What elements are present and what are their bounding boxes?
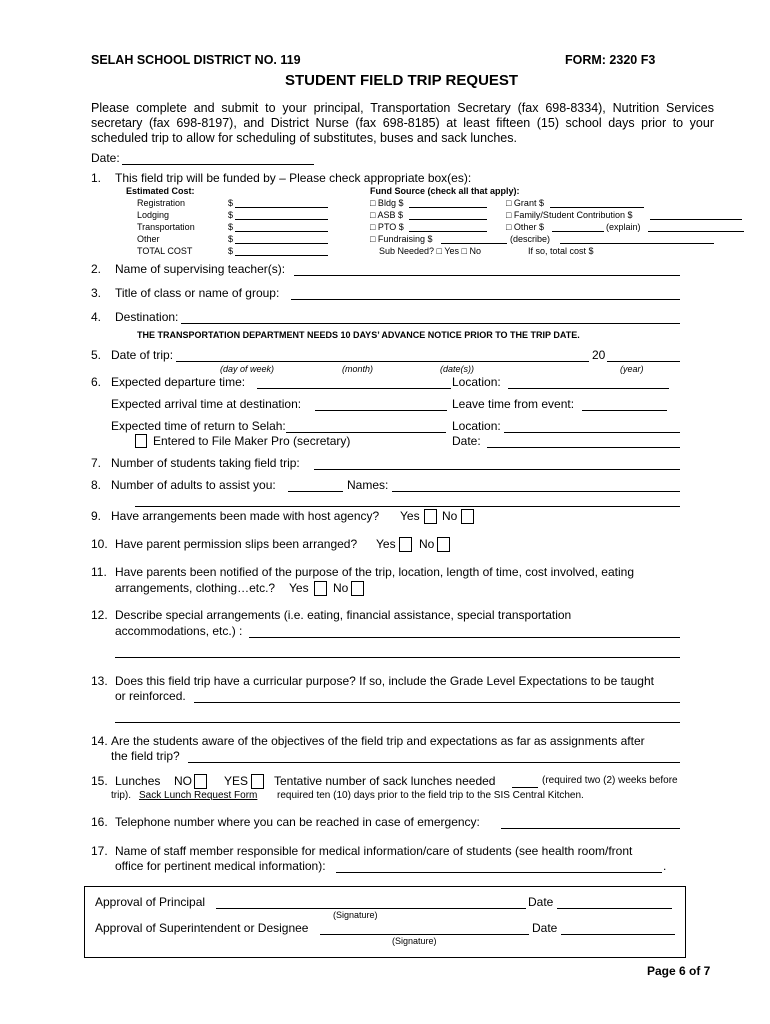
trip-date-field[interactable]: [176, 361, 589, 362]
q15-line2a: trip).: [111, 790, 131, 801]
day-of-week-caption: (day of week): [220, 364, 275, 374]
q12-line1: Describe special arrangements (i.e. eating, financial assistance, special transportation: [115, 608, 572, 622]
q7-number: 7.: [91, 456, 102, 470]
fund-source-title: Fund Source (check all that apply):: [370, 186, 520, 196]
superintendent-signature-field[interactable]: [320, 934, 529, 935]
superintendent-date-label: Date: [532, 921, 558, 935]
lunches-label: Lunches: [115, 774, 161, 788]
fund-asb[interactable]: □ ASB $: [370, 210, 403, 220]
q17-line1: Name of staff member responsible for medical information/care of students (see health room/front: [115, 844, 633, 858]
other-cost-field[interactable]: [235, 243, 328, 244]
curricular-purpose-field[interactable]: [194, 702, 680, 703]
lunches-yes-label: YES: [224, 774, 249, 788]
page-title: STUDENT FIELD TRIP REQUEST: [285, 72, 519, 89]
q14-number: 14.: [91, 734, 108, 748]
fundraising-amount-field[interactable]: [441, 243, 507, 244]
other-amount-field[interactable]: [552, 231, 604, 232]
q14-line1: Are the students aware of the objectives of the field trip and expectations as far as assignments after: [111, 734, 645, 748]
q10-no-label: No: [419, 537, 435, 551]
student-count-field[interactable]: [314, 469, 680, 470]
filemaker-date-field[interactable]: [487, 447, 680, 448]
q15-line2b: required ten (10) days prior to the field trip to the SIS Central Kitchen.: [277, 790, 584, 801]
pto-amount-field[interactable]: [409, 231, 487, 232]
describe-field[interactable]: [560, 243, 714, 244]
family-amount-field[interactable]: [650, 219, 742, 220]
q16-number: 16.: [91, 815, 108, 829]
q17-line2: office for pertinent medical information):: [115, 859, 326, 873]
q3-number: 3.: [91, 286, 102, 300]
date-field[interactable]: [122, 164, 314, 165]
q13-number: 13.: [91, 674, 108, 688]
q5-number: 5.: [91, 348, 102, 362]
q11-number: 11.: [91, 565, 107, 579]
arrival-time-field[interactable]: [315, 410, 447, 411]
total-cost-field[interactable]: [235, 255, 328, 256]
superintendent-approval-label: Approval of Superintendent or Designee: [95, 921, 309, 935]
year-field[interactable]: [607, 361, 680, 362]
q17-period: .: [663, 859, 667, 873]
return-time-field[interactable]: [286, 432, 446, 433]
registration-cost-field[interactable]: [235, 207, 328, 208]
return-label: Expected time of return to Selah:: [111, 419, 286, 433]
special-arrangements-field[interactable]: [249, 637, 680, 638]
q15-number: 15.: [91, 774, 108, 788]
superintendent-signature-caption: (Signature): [392, 936, 437, 946]
dollar-sign: $: [228, 246, 234, 256]
est-transportation: Transportation: [137, 222, 195, 232]
q9-yes-label: Yes: [400, 509, 420, 523]
departure-location-field[interactable]: [508, 388, 669, 389]
q3-text: Title of class or name of group:: [115, 286, 280, 300]
adult-names-field[interactable]: [392, 491, 680, 492]
q11-no-label: No: [333, 581, 349, 595]
lunches-yes-checkbox[interactable]: [251, 774, 264, 789]
q7-text: Number of students taking field trip:: [111, 456, 300, 470]
adult-names-field-2[interactable]: [135, 506, 680, 507]
medical-staff-field[interactable]: [336, 872, 662, 873]
q14-line2: the field trip?: [111, 749, 180, 763]
fund-other[interactable]: □ Other $: [506, 222, 544, 232]
departure-time-field[interactable]: [257, 388, 451, 389]
q17-number: 17.: [91, 844, 108, 858]
year-caption: (year): [620, 364, 644, 374]
grant-amount-field[interactable]: [550, 207, 644, 208]
dollar-sign: $: [228, 222, 234, 232]
principal-date-field[interactable]: [557, 908, 672, 909]
q8-number: 8.: [91, 478, 102, 492]
q2-text: Name of supervising teacher(s):: [115, 262, 286, 276]
form-number: FORM: 2320 F3: [565, 53, 656, 67]
lunches-no-label: NO: [174, 774, 192, 788]
filemaker-label: Entered to File Maker Pro (secretary): [153, 434, 351, 448]
transport-notice: THE TRANSPORTATION DEPARTMENT NEEDS 10 DAYS’ ADVANCE NOTICE PRIOR TO THE TRIP DATE.: [137, 330, 580, 340]
q10-no-checkbox[interactable]: [437, 537, 450, 552]
q11-yes-checkbox[interactable]: [314, 581, 327, 596]
emergency-phone-field[interactable]: [501, 828, 680, 829]
supervising-teacher-field[interactable]: [294, 275, 680, 276]
q9-text: Have arrangements been made with host agency?: [111, 509, 380, 523]
q16-text: Telephone number where you can be reached in case of emergency:: [115, 815, 480, 829]
q1-number: 1.: [91, 171, 102, 185]
return-location-field[interactable]: [504, 432, 680, 433]
fund-family[interactable]: □ Family/Student Contribution $: [506, 210, 633, 220]
explain-field[interactable]: [648, 231, 744, 232]
principal-date-label: Date: [528, 895, 554, 909]
q6-number: 6.: [91, 375, 102, 389]
dollar-sign: $: [228, 198, 234, 208]
month-caption: (month): [342, 364, 374, 374]
departure-location-label: Location:: [452, 375, 501, 389]
q1-text: This field trip will be funded by – Please check appropriate box(es):: [115, 171, 472, 185]
special-arrangements-field-2[interactable]: [115, 657, 680, 658]
year-prefix: 20: [592, 348, 606, 362]
principal-approval-label: Approval of Principal: [95, 895, 206, 909]
q2-number: 2.: [91, 262, 102, 276]
q12-line2: accommodations, etc.) :: [115, 624, 243, 638]
dates-caption: (date(s)): [440, 364, 475, 374]
q13-line1: Does this field trip have a curricular purpose? If so, include the Grade Level Expectations to be taught: [115, 674, 654, 688]
date-label: Date:: [91, 151, 120, 165]
q10-yes-checkbox[interactable]: [399, 537, 412, 552]
bldg-amount-field[interactable]: [409, 207, 487, 208]
curricular-purpose-field-2[interactable]: [115, 722, 680, 723]
describe-label: (describe): [510, 234, 551, 244]
q4-number: 4.: [91, 310, 102, 324]
page-number: Page 6 of 7: [647, 964, 711, 978]
q11-yes-label: Yes: [289, 581, 309, 595]
q9-yes-checkbox[interactable]: [424, 509, 437, 524]
est-lodging: Lodging: [137, 210, 170, 220]
sub-needed[interactable]: Sub Needed? □ Yes □ No: [379, 246, 481, 256]
q11-no-checkbox[interactable]: [351, 581, 364, 596]
q12-number: 12.: [91, 608, 108, 622]
lodging-cost-field[interactable]: [235, 219, 328, 220]
q10-yes-label: Yes: [376, 537, 396, 551]
q4-text: Destination:: [115, 310, 179, 324]
filemaker-date-label: Date:: [452, 434, 481, 448]
fund-grant[interactable]: □ Grant $: [506, 198, 544, 208]
q10-number: 10.: [91, 537, 108, 551]
est-registration: Registration: [137, 198, 186, 208]
q9-no-label: No: [442, 509, 458, 523]
names-label: Names:: [347, 478, 389, 492]
q11-line2: arrangements, clothing…etc.?: [115, 581, 276, 595]
lunches-no-checkbox[interactable]: [194, 774, 207, 789]
district-name: SELAH SCHOOL DISTRICT NO. 119: [91, 53, 301, 67]
q6-text: Expected departure time:: [111, 375, 246, 389]
estimated-cost-title: Estimated Cost:: [126, 186, 195, 196]
dollar-sign: $: [228, 210, 234, 220]
q9-no-checkbox[interactable]: [461, 509, 474, 524]
sub-total-cost-label: If so, total cost $: [528, 246, 594, 256]
q13-line2: or reinforced.: [115, 689, 186, 703]
principal-signature-field[interactable]: [216, 908, 526, 909]
intro-paragraph: Please complete and submit to your principal, Transportation Secretary (fax 698-8334), Nutrition Services secretary (fax 698-8197), and District Nurse (fax 698-8185) at least fifteen (15) school days prior to your scheduled trip to allow for scheduling of substitutes, buses and sack lunches.: [91, 101, 714, 145]
destination-field[interactable]: [181, 323, 680, 324]
superintendent-date-field[interactable]: [561, 934, 675, 935]
arrival-label: Expected arrival time at destination:: [111, 397, 302, 411]
objectives-field[interactable]: [188, 762, 680, 763]
transportation-cost-field[interactable]: [235, 231, 328, 232]
dollar-sign: $: [228, 234, 234, 244]
required-note: (required two (2) weeks before: [542, 775, 678, 786]
tentative-lunches-label: Tentative number of sack lunches needed: [274, 774, 496, 788]
q5-text: Date of trip:: [111, 348, 174, 362]
fund-pto[interactable]: □ PTO $: [370, 222, 404, 232]
q8-text: Number of adults to assist you:: [111, 478, 276, 492]
est-other: Other: [137, 234, 160, 244]
q9-number: 9.: [91, 509, 102, 523]
sack-lunch-form-link[interactable]: Sack Lunch Request Form: [139, 790, 258, 801]
explain-label: (explain): [606, 222, 641, 232]
return-location-label: Location:: [452, 419, 501, 433]
fund-fundraising[interactable]: □ Fundraising $: [370, 234, 433, 244]
adult-count-field[interactable]: [288, 491, 343, 492]
filemaker-checkbox[interactable]: [135, 434, 147, 448]
q10-text: Have parent permission slips been arranged?: [115, 537, 358, 551]
class-name-field[interactable]: [291, 299, 680, 300]
est-total: TOTAL COST: [137, 246, 193, 256]
leave-time-field[interactable]: [582, 410, 667, 411]
q11-line1: Have parents been notified of the purpose of the trip, location, length of time, cost involved, eating: [115, 565, 634, 579]
lunch-count-field[interactable]: [512, 787, 538, 788]
principal-signature-caption: (Signature): [333, 910, 378, 920]
leave-label: Leave time from event:: [452, 397, 575, 411]
fund-bldg[interactable]: □ Bldg $: [370, 198, 404, 208]
asb-amount-field[interactable]: [409, 219, 487, 220]
